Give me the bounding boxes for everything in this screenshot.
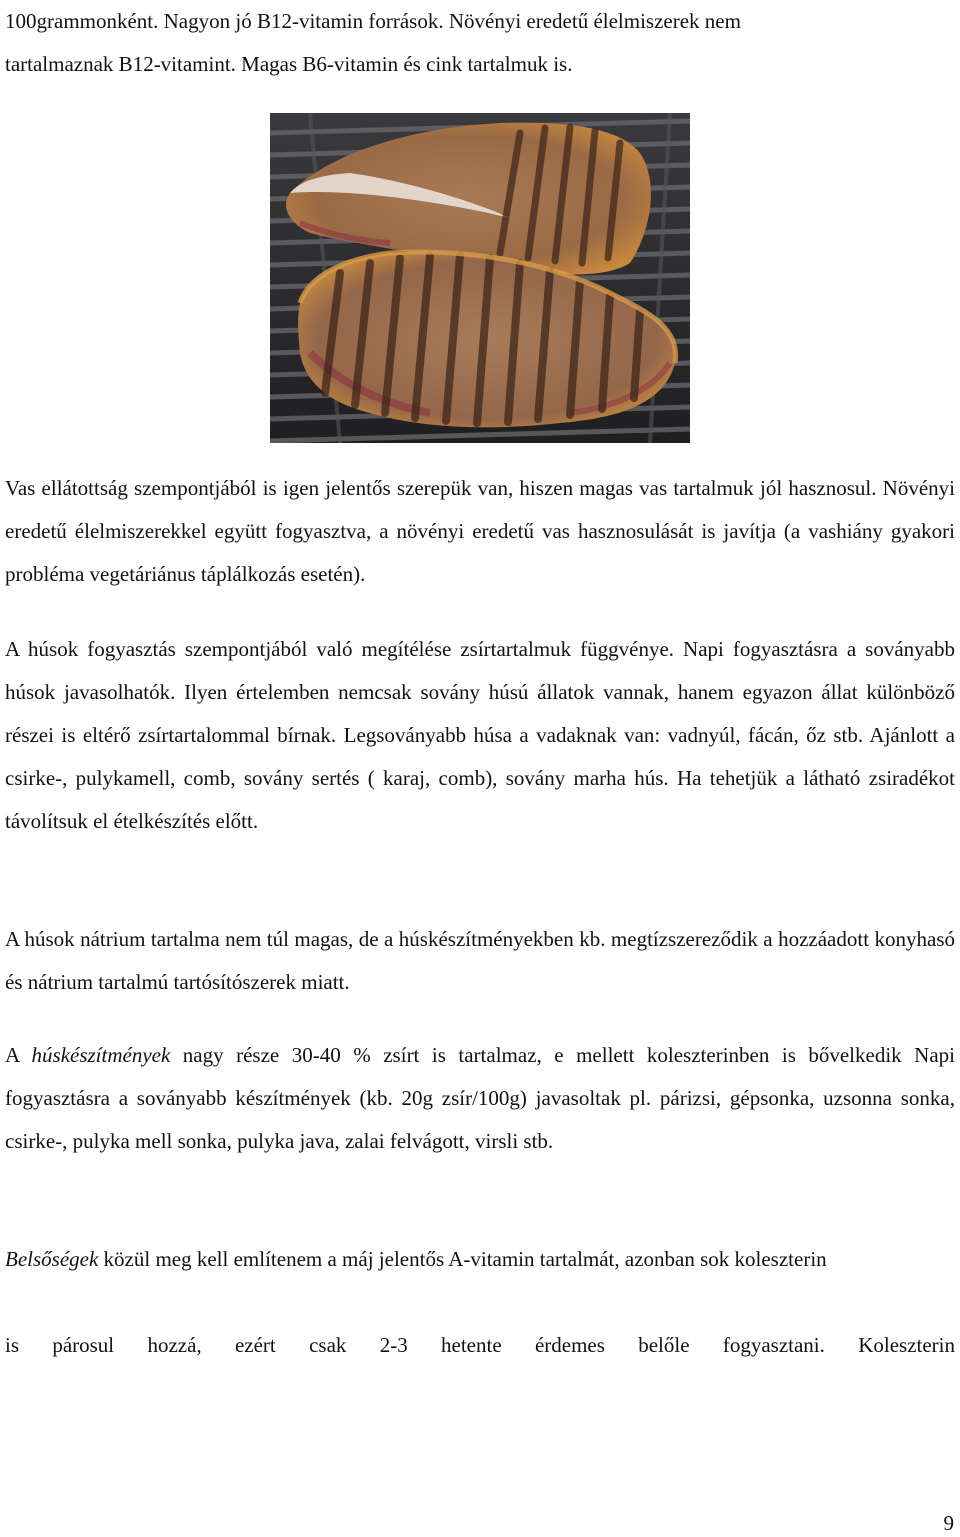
paragraph-sodium: A húsok nátrium tartalma nem túl magas, de a húskészítményekben kb. megtízszereződik a hozzáadott konyhasó és nátrium tartalmú tartósítószerek miatt.	[5, 927, 955, 994]
paragraph-body: nagy része 30-40 % zsírt is tartalmaz, e mellett koleszterinben is bővelkedik Napi fogyasztásra a soványabb készítmények (kb. 20g zsír/100g) javasoltak pl. párizsi, gépsonka, uzsonna sonka, csirke-, pulyka mell sonka, pulyka java, zalai felvágott, virsli stb.	[5, 1043, 955, 1153]
paragraph-body: közül meg kell említenem a máj jelentős A-vitamin tartalmát, azonban sok koleszterin	[98, 1247, 827, 1271]
text-line: 100grammonként. Nagyon jó B12-vitamin források. Növényi eredetű élelmiszerek nem	[5, 9, 741, 33]
text-line: tartalmaznak B12-vitamint. Magas B6-vitamin és cink tartalmuk is.	[5, 52, 573, 76]
intro-lines	[5, 0, 955, 86]
paragraph-cholesterol: is párosul hozzá, ezért csak 2-3 hetente érdemes belőle fogyasztani. Koleszterin	[5, 1333, 955, 1357]
grilled-steak-photo	[270, 113, 690, 443]
paragraph-prefix: A	[5, 1043, 32, 1067]
paragraph-offal	[5, 1238, 955, 1281]
paragraph-fat-content: A húsok fogyasztás szempontjából való megítélése zsírtartalmuk függvénye. Napi fogyasztásra a soványabb húsok javasolhatók. Ilyen értelemben nemcsak sovány húsú állatok vannak, hanem egyazon állat különböző részei is eltérő zsírtartalommal bírnak. Legsoványabb húsa a vadaknak van: vadnyúl, fácán, őz stb. Ajánlott a csirke-, pulykamell, comb, sovány sertés ( karaj, comb), sovány marha hús. Ha tehetjük a látható zsiradékot távolítsuk el ételkészítés előtt.	[5, 637, 955, 833]
emphasis-offal: Belsőségek	[5, 1247, 99, 1271]
paragraph-meat-products	[5, 1034, 955, 1163]
page-number: 9	[943, 1511, 954, 1535]
emphasis-meat-products: húskészítmények	[31, 1043, 171, 1067]
paragraph-iron: Vas ellátottság szempontjából is igen jelentős szerepük van, hiszen magas vas tartalmuk jól hasznosul. Növényi eredetű élelmiszerekkel együtt fogyasztva, a növényi eredetű vas hasznosulását is javítja (a vashiány gyakori probléma vegetáriánus táplálkozás esetén).	[5, 476, 955, 586]
